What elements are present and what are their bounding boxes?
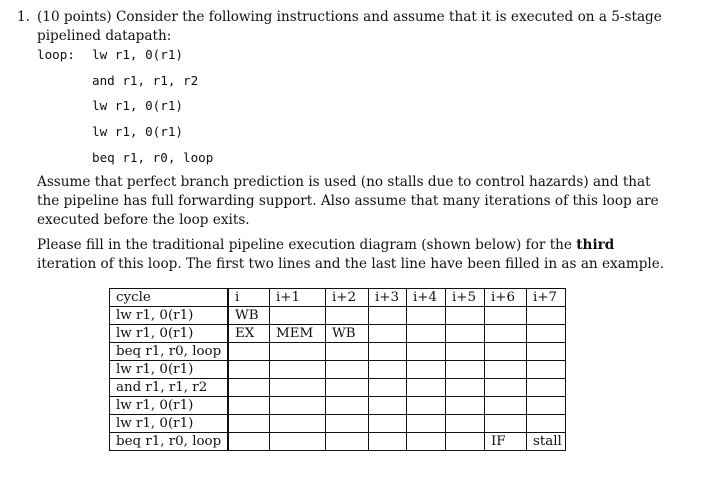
pipeline-cell[interactable]	[326, 379, 369, 397]
pipeline-cell[interactable]	[369, 325, 407, 343]
pipeline-cell[interactable]	[485, 415, 527, 433]
pipeline-cell[interactable]	[527, 397, 566, 415]
pipeline-cell[interactable]	[446, 397, 485, 415]
pipeline-cell[interactable]	[270, 343, 326, 361]
pipeline-cell[interactable]: i	[228, 289, 270, 307]
pipeline-cell[interactable]	[485, 307, 527, 325]
question-intro: (10 points) Consider the following instructions and assume that it is executed on a 5-stage pipelined datapath:	[37, 9, 662, 44]
pipeline-cell[interactable]: WB	[326, 325, 369, 343]
pipeline-cell[interactable]	[446, 343, 485, 361]
header-row	[110, 289, 566, 307]
instruction-cell: lw r1, 0(r1)	[110, 415, 229, 433]
pipeline-diagram	[109, 288, 566, 451]
pipeline-cell[interactable]	[369, 379, 407, 397]
table-row	[110, 361, 566, 379]
pipeline-cell[interactable]	[407, 397, 446, 415]
pipeline-cell[interactable]: i+4	[407, 289, 446, 307]
pipeline-cell[interactable]	[527, 361, 566, 379]
pipeline-cell[interactable]: i+3	[369, 289, 407, 307]
assumptions-paragraph: Assume that perfect branch prediction is used (no stalls due to control hazards) and that the pipeline has full forwarding support. Also assume that many iterations of this loop are executed before the loop exits.	[37, 174, 659, 228]
pipeline-cell[interactable]	[527, 307, 566, 325]
pipeline-cell[interactable]: stall	[527, 433, 566, 451]
pipeline-cell[interactable]	[326, 307, 369, 325]
pipeline-cell[interactable]	[407, 433, 446, 451]
pipeline-cell[interactable]	[527, 325, 566, 343]
table-row	[110, 397, 566, 415]
pipeline-cell[interactable]	[527, 379, 566, 397]
code-line: lw r1, 0(r1)	[92, 98, 183, 113]
instructions-emphasis: third	[576, 237, 615, 253]
cycle-header: cycle	[110, 289, 229, 307]
pipeline-cell[interactable]	[270, 415, 326, 433]
pipeline-cell[interactable]: WB	[228, 307, 270, 325]
pipeline-cell[interactable]	[270, 361, 326, 379]
pipeline-cell[interactable]: i+7	[527, 289, 566, 307]
instruction-cell: lw r1, 0(r1)	[110, 397, 229, 415]
pipeline-cell[interactable]	[485, 397, 527, 415]
pipeline-cell[interactable]	[407, 361, 446, 379]
pipeline-cell[interactable]	[369, 307, 407, 325]
instruction-cell: lw r1, 0(r1)	[110, 307, 229, 325]
pipeline-cell[interactable]	[270, 433, 326, 451]
code-line: lw r1, 0(r1)	[92, 124, 183, 139]
pipeline-cell[interactable]	[326, 361, 369, 379]
pipeline-cell[interactable]	[446, 379, 485, 397]
table-row	[110, 307, 566, 325]
table-row	[110, 415, 566, 433]
pipeline-cell[interactable]	[228, 379, 270, 397]
pipeline-cell[interactable]	[446, 361, 485, 379]
pipeline-cell[interactable]	[446, 307, 485, 325]
pipeline-cell[interactable]	[485, 325, 527, 343]
pipeline-cell[interactable]: MEM	[270, 325, 326, 343]
pipeline-cell[interactable]	[446, 433, 485, 451]
instruction-cell: lw r1, 0(r1)	[110, 361, 229, 379]
instruction-cell: beq r1, r0, loop	[110, 433, 229, 451]
pipeline-cell[interactable]: IF	[485, 433, 527, 451]
pipeline-cell[interactable]	[228, 361, 270, 379]
code-line: and r1, r1, r2	[92, 73, 199, 88]
pipeline-cell[interactable]	[369, 433, 407, 451]
pipeline-cell[interactable]: i+6	[485, 289, 527, 307]
pipeline-cell[interactable]	[407, 379, 446, 397]
pipeline-cell[interactable]	[369, 397, 407, 415]
table-row	[110, 325, 566, 343]
pipeline-cell[interactable]	[485, 361, 527, 379]
pipeline-cell[interactable]	[326, 343, 369, 361]
pipeline-cell[interactable]	[270, 307, 326, 325]
pipeline-cell[interactable]	[527, 343, 566, 361]
pipeline-cell[interactable]	[527, 415, 566, 433]
pipeline-cell[interactable]: EX	[228, 325, 270, 343]
pipeline-cell[interactable]	[446, 325, 485, 343]
pipeline-cell[interactable]	[407, 343, 446, 361]
instruction-cell: beq r1, r0, loop	[110, 343, 229, 361]
pipeline-cell[interactable]: i+5	[446, 289, 485, 307]
pipeline-cell[interactable]	[326, 433, 369, 451]
table-row	[110, 433, 566, 451]
pipeline-cell[interactable]	[326, 397, 369, 415]
instructions-paragraph	[37, 236, 677, 274]
pipeline-cell[interactable]	[369, 343, 407, 361]
loop-label: loop:	[37, 47, 75, 62]
pipeline-cell[interactable]	[407, 415, 446, 433]
pipeline-cell[interactable]: i+1	[270, 289, 326, 307]
question-number: 1.	[17, 9, 30, 25]
pipeline-cell[interactable]	[270, 397, 326, 415]
pipeline-cell[interactable]	[228, 433, 270, 451]
table-row	[110, 379, 566, 397]
pipeline-cell[interactable]	[326, 415, 369, 433]
code-line: lw r1, 0(r1)	[92, 47, 183, 62]
table-row	[110, 343, 566, 361]
instruction-cell: lw r1, 0(r1)	[110, 325, 229, 343]
pipeline-cell[interactable]	[270, 379, 326, 397]
pipeline-cell[interactable]	[407, 325, 446, 343]
pipeline-cell[interactable]	[369, 361, 407, 379]
instructions-text-start: Please fill in the traditional pipeline execution diagram (shown below) for the	[37, 237, 577, 253]
pipeline-cell[interactable]	[485, 379, 527, 397]
pipeline-cell[interactable]	[446, 415, 485, 433]
instruction-cell: and r1, r1, r2	[110, 379, 229, 397]
code-line: beq r1, r0, loop	[92, 150, 214, 165]
instructions-text-end: iteration of this loop. The first two lines and the last line have been filled in as an example.	[37, 256, 665, 272]
pipeline-cell[interactable]	[228, 415, 270, 433]
pipeline-cell[interactable]: i+2	[326, 289, 369, 307]
pipeline-cell[interactable]	[228, 343, 270, 361]
pipeline-cell[interactable]	[369, 415, 407, 433]
pipeline-cell[interactable]	[485, 343, 527, 361]
pipeline-cell[interactable]	[407, 307, 446, 325]
pipeline-cell[interactable]	[228, 397, 270, 415]
